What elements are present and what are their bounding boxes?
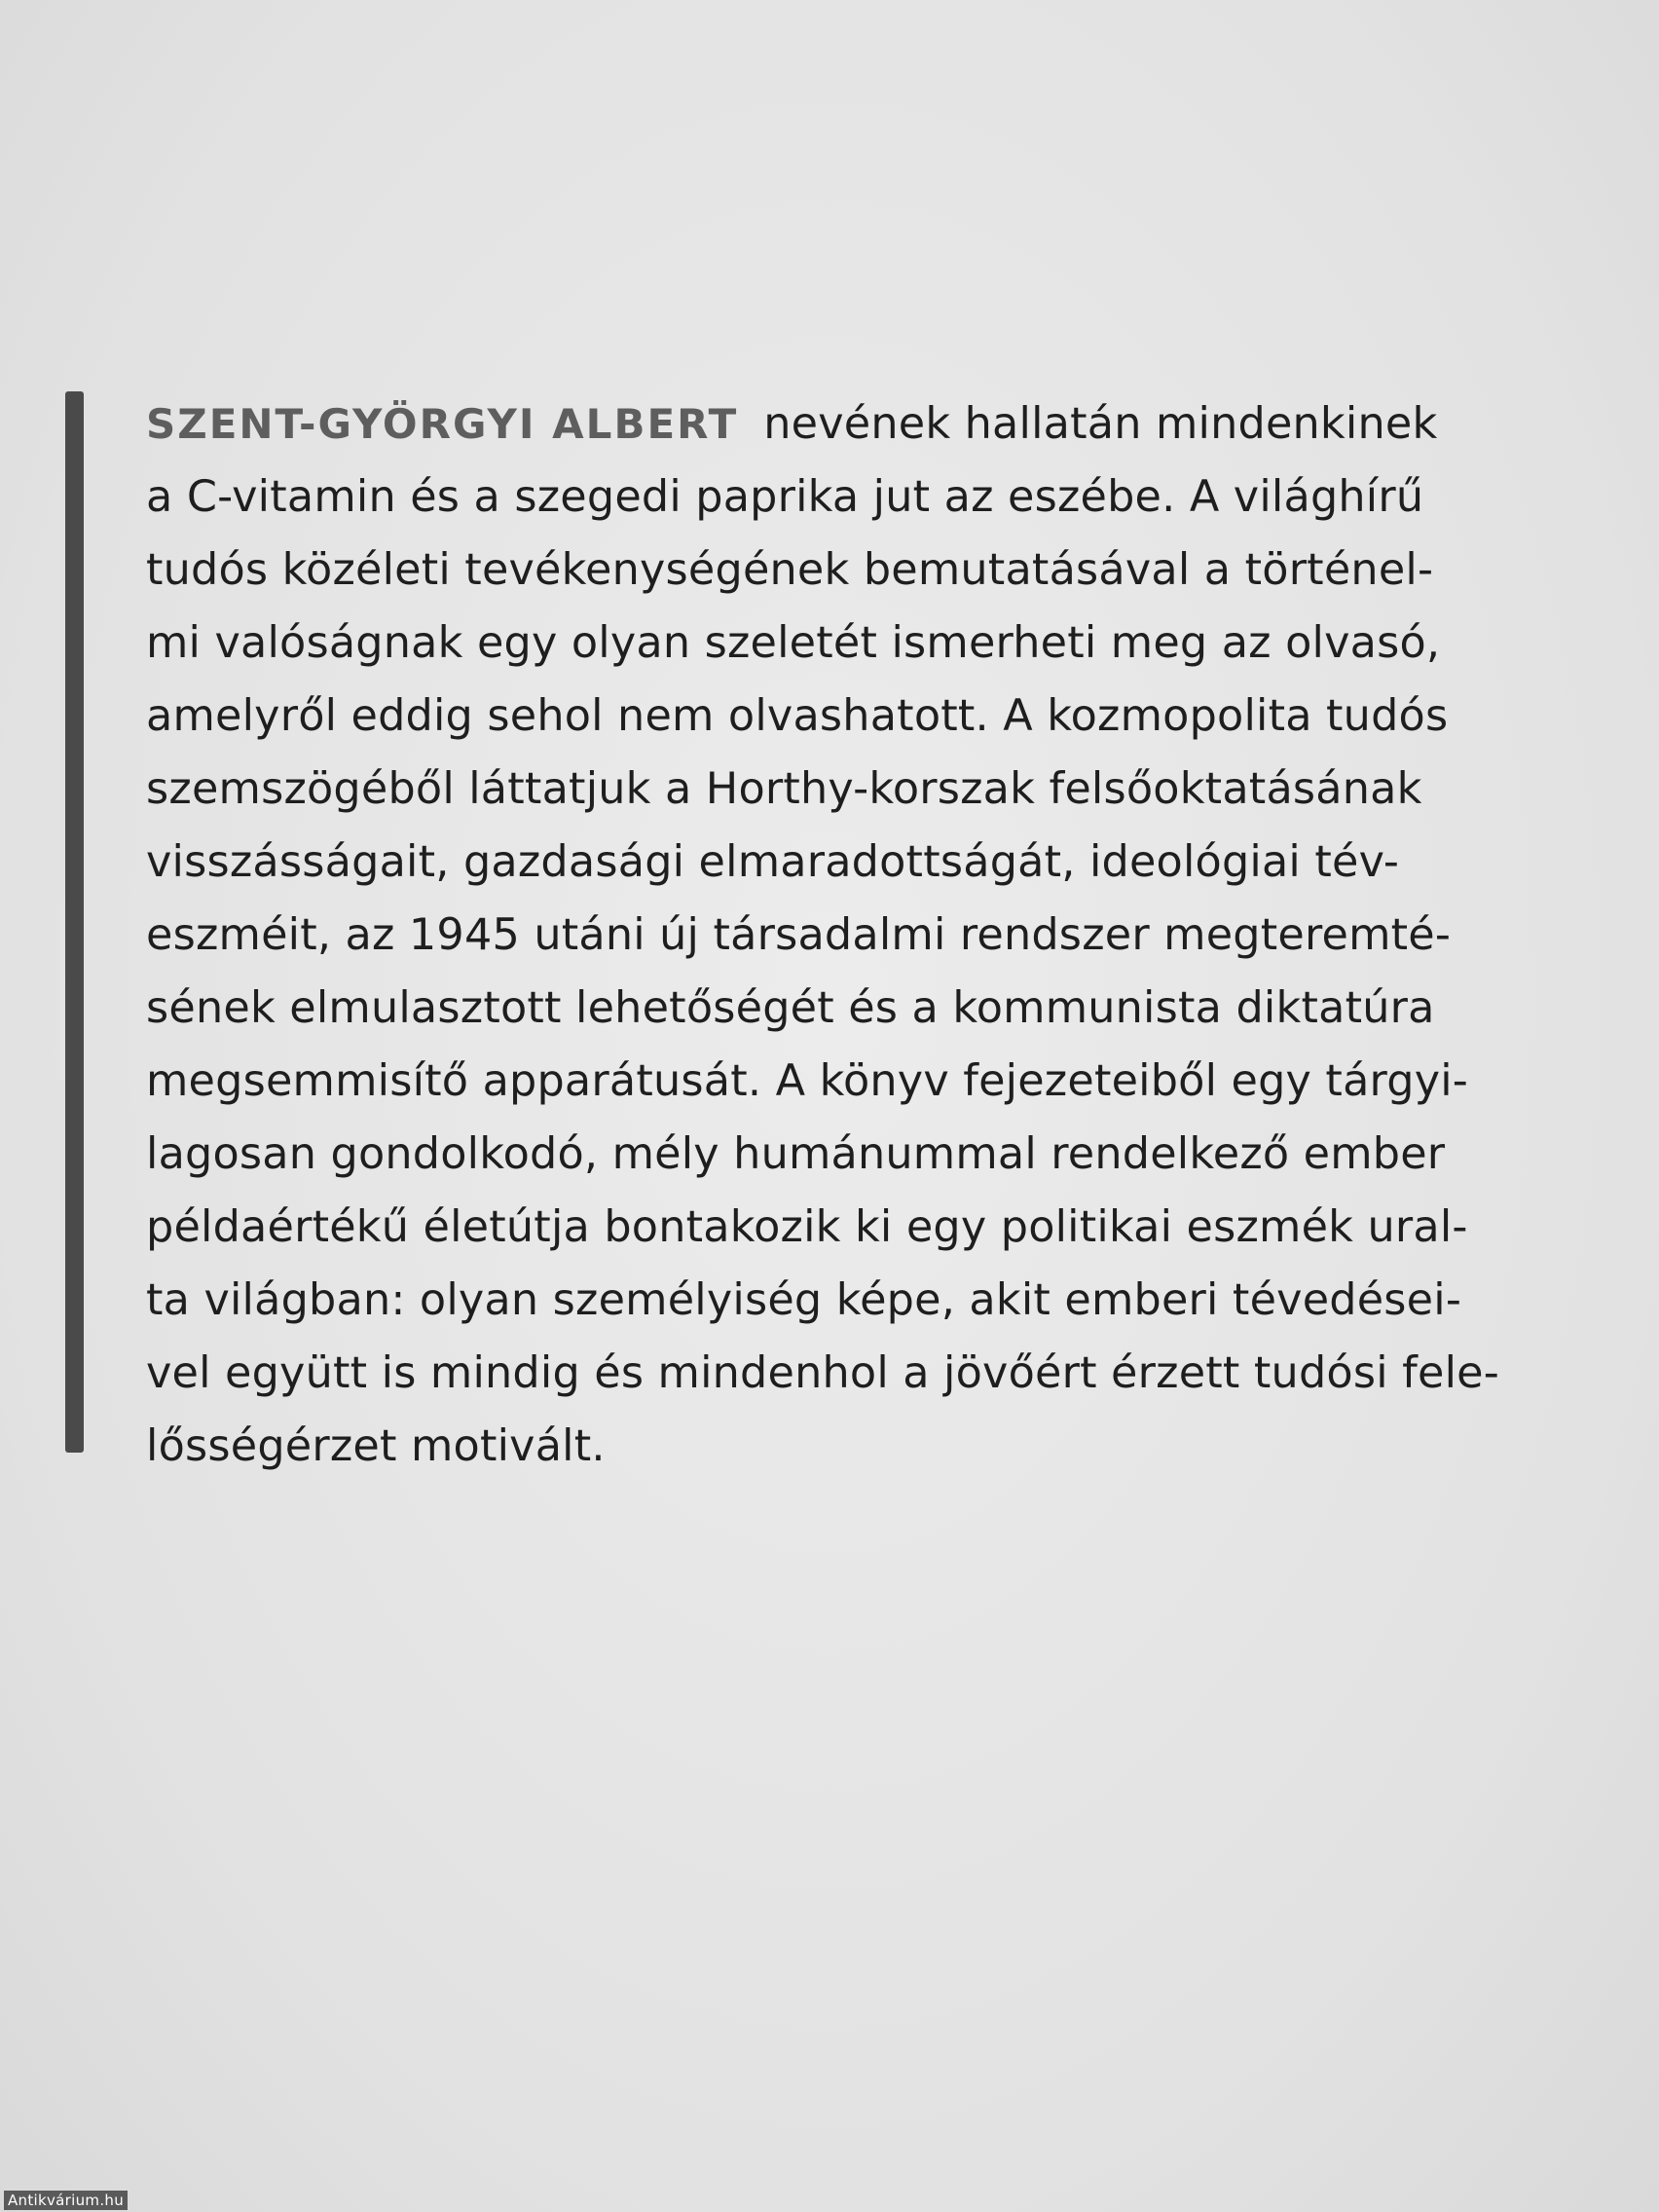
accent-bar	[65, 391, 84, 1453]
blurb-line: lősségérzet motivált.	[146, 1421, 606, 1471]
blurb-line: ta világban: olyan személyiség képe, akit emberi tévedései-	[146, 1275, 1462, 1325]
blurb-line: példaértékű életútja bontakozik ki egy politikai eszmék ural-	[146, 1202, 1468, 1252]
watermark: Antikvárium.hu	[4, 2191, 128, 2210]
author-name: SZENT-GYÖRGYI ALBERT	[146, 400, 739, 448]
blurb-line: sének elmulasztott lehetőségét és a kommunista diktatúra	[146, 983, 1435, 1033]
blurb-line: eszméit, az 1945 utáni új társadalmi rendszer megteremté-	[146, 910, 1452, 960]
blurb-line	[146, 387, 1567, 461]
back-cover-blurb	[146, 387, 1567, 1483]
blurb-line: szemszögéből láttatjuk a Horthy-korszak felsőoktatásának	[146, 764, 1422, 814]
blurb-line: a C-vitamin és a szegedi paprika jut az eszébe. A világhírű	[146, 472, 1424, 522]
blurb-line-text: nevének hallatán mindenkinek	[763, 399, 1438, 449]
blurb-line: mi valóságnak egy olyan szeletét ismerheti meg az olvasó,	[146, 618, 1441, 668]
blurb-line: megsemmisítő apparátusát. A könyv fejezeteiből egy tárgyi-	[146, 1056, 1469, 1106]
blurb-line: tudós közéleti tevékenységének bemutatásával a történel-	[146, 545, 1434, 595]
blurb-line: vel együtt is mindig és mindenhol a jövőért érzett tudósi fele-	[146, 1348, 1499, 1398]
blurb-line: visszásságait, gazdasági elmaradottságát, ideológiai tév-	[146, 837, 1400, 887]
blurb-line: lagosan gondolkodó, mély humánummal rendelkező ember	[146, 1129, 1446, 1179]
blurb-line: amelyről eddig sehol nem olvashatott. A kozmopolita tudós	[146, 691, 1449, 741]
